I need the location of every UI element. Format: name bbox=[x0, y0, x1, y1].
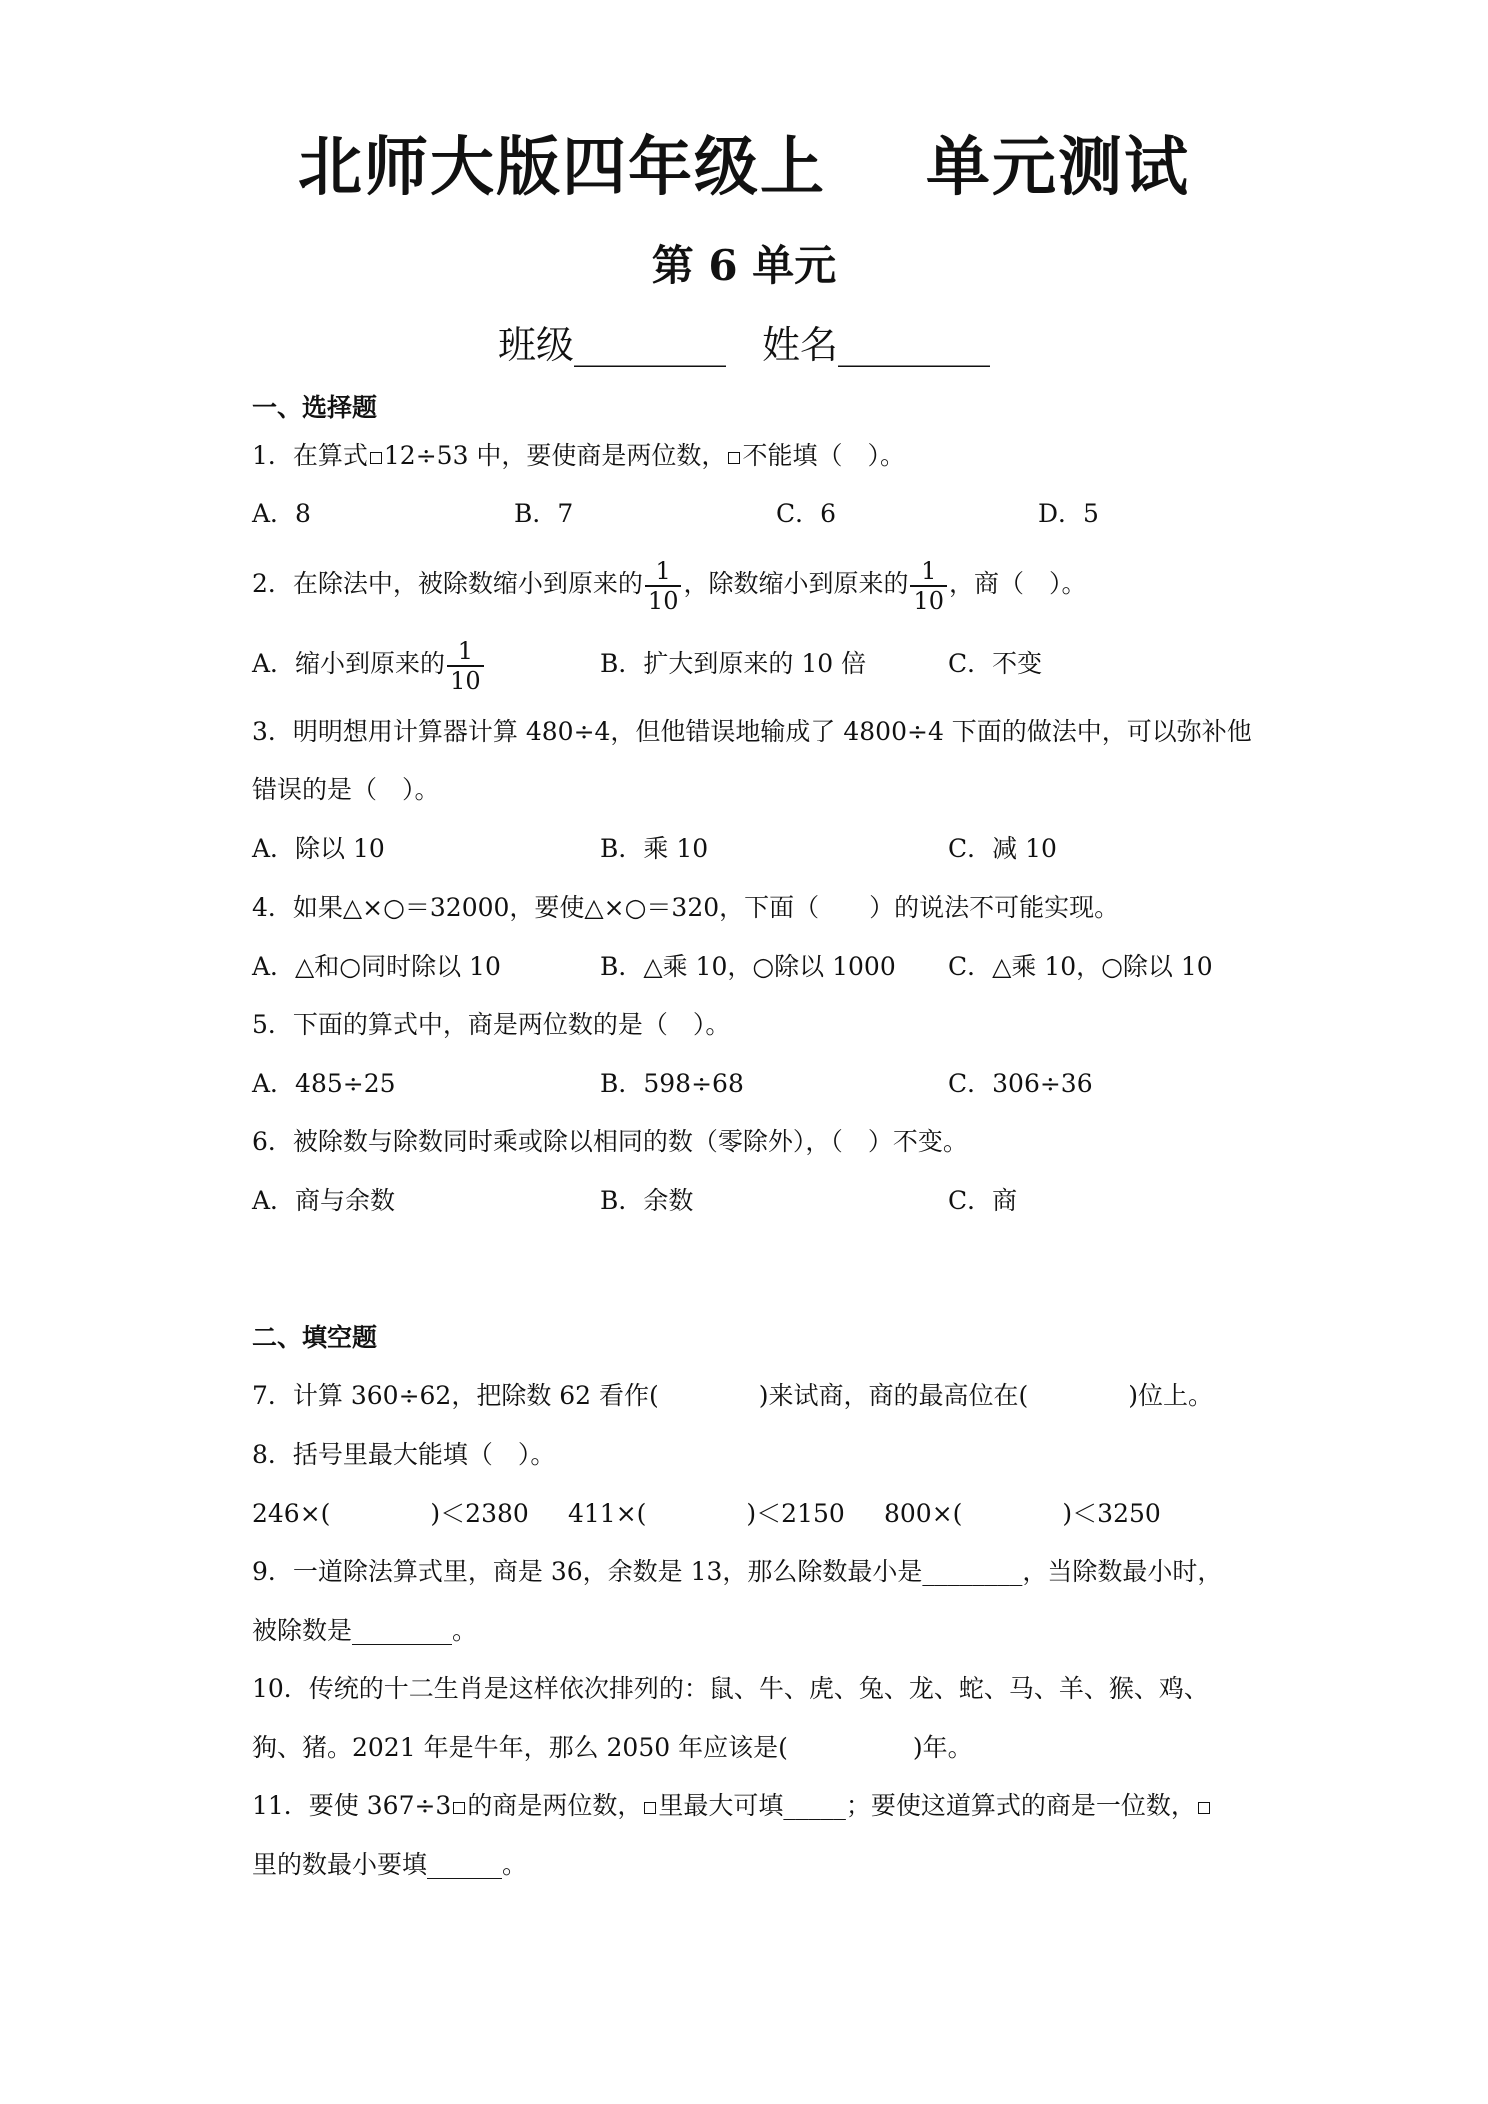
q4-option-b: B．△乘 10，○除以 1000 bbox=[600, 952, 896, 981]
question-5: 5．下面的算式中，商是两位数的是（ ）。 bbox=[252, 1010, 731, 1039]
q5-option-c: C．306÷36 bbox=[948, 1069, 1093, 1098]
fraction-denominator: 10 bbox=[913, 586, 945, 615]
page-title bbox=[0, 128, 1488, 208]
q2-text-a: 2．在除法中，被除数缩小到原来的 bbox=[252, 569, 643, 598]
question-10-line2: 狗、猪。2021 年是牛年，那么 2050 年应该是( )年。 bbox=[252, 1733, 973, 1762]
fraction-numerator: 1 bbox=[910, 557, 947, 587]
fraction-numerator: 1 bbox=[645, 557, 682, 587]
q1-option-a: A．8 bbox=[252, 499, 311, 528]
question-3-line1: 3．明明想用计算器计算 480÷4，但他错误地输成了 4800÷4 下面的做法中，可以弥补他 bbox=[252, 717, 1252, 746]
q3-option-b: B．乘 10 bbox=[600, 834, 709, 863]
blank-box-icon bbox=[370, 452, 382, 464]
class-field: 班级________ bbox=[497, 323, 726, 367]
q5-option-a: A．485÷25 bbox=[252, 1069, 396, 1098]
fraction-numerator: 1 bbox=[447, 637, 484, 667]
q2-option-a-text: A．缩小到原来的 bbox=[252, 649, 446, 678]
blank-box-icon bbox=[453, 1802, 465, 1814]
q2-option-c: C．不变 bbox=[948, 649, 1043, 678]
question-11-line2: 里的数最小要填______。 bbox=[252, 1850, 528, 1879]
q1-option-c: C．6 bbox=[776, 499, 837, 528]
title-right: 单元测试 bbox=[926, 131, 1190, 205]
question-1 bbox=[252, 438, 905, 474]
q11-text-c: 里最大可填_____；要使这道算式的商是一位数， bbox=[658, 1791, 1196, 1820]
q2-text-b: ，除数缩小到原来的 bbox=[683, 569, 909, 598]
name-field: 姓名________ bbox=[762, 323, 991, 367]
question-4: 4．如果△×○＝32000，要使△×○＝320，下面（ ）的说法不可能实现。 bbox=[252, 893, 1120, 922]
question-9-line1: 9．一道除法算式里，商是 36，余数是 13，那么除数最小是________，当除数最小时， bbox=[252, 1557, 1223, 1586]
q2-option-b: B．扩大到原来的 10 倍 bbox=[600, 649, 867, 678]
q11-text-b: 的商是两位数， bbox=[467, 1791, 643, 1820]
section-heading-fill: 二、填空题 bbox=[252, 1323, 378, 1352]
q6-option-b: B．余数 bbox=[600, 1186, 694, 1215]
fraction-denominator: 10 bbox=[450, 666, 481, 695]
q4-option-a: A．△和○同时除以 10 bbox=[252, 952, 501, 981]
fraction bbox=[910, 557, 947, 615]
unit-subtitle: 第 6 单元 bbox=[651, 241, 837, 290]
q1-option-d: D．5 bbox=[1038, 499, 1099, 528]
question-7: 7．计算 360÷62，把除数 62 看作( )来试商，商的最高位在( )位上。 bbox=[252, 1381, 1214, 1410]
q8-item-1: 246×( )＜2380 bbox=[252, 1499, 529, 1528]
q6-option-a: A．商与余数 bbox=[252, 1186, 396, 1215]
fraction-denominator: 10 bbox=[647, 586, 679, 615]
question-11-line1 bbox=[252, 1788, 1212, 1824]
q1-text-b: 12÷53 中，要使商是两位数， bbox=[383, 441, 727, 470]
blank-box-icon bbox=[644, 1802, 656, 1814]
q3-option-a: A．除以 10 bbox=[252, 834, 385, 863]
question-2 bbox=[252, 550, 1087, 618]
q5-option-b: B．598÷68 bbox=[600, 1069, 744, 1098]
q2-option-a bbox=[252, 630, 486, 698]
q1-text-c: 不能填（ ）。 bbox=[742, 441, 905, 470]
q8-item-2: 411×( )＜2150 bbox=[568, 1499, 845, 1528]
fraction bbox=[645, 557, 682, 615]
q3-option-c: C．减 10 bbox=[948, 834, 1057, 863]
question-6: 6．被除数与除数同时乘或除以相同的数（零除外），（ ）不变。 bbox=[252, 1127, 968, 1156]
q1-option-b: B．7 bbox=[514, 499, 574, 528]
class-name-line bbox=[0, 320, 1488, 370]
q2-text-c: ，商（ ）。 bbox=[949, 569, 1087, 598]
section-heading-choice: 一、选择题 bbox=[252, 393, 378, 422]
blank-box-icon bbox=[1198, 1802, 1210, 1814]
question-8: 8．括号里最大能填（ ）。 bbox=[252, 1440, 556, 1469]
q11-text-a: 11．要使 367÷3 bbox=[252, 1791, 452, 1820]
title-left: 北师大版四年级上 bbox=[298, 131, 826, 205]
q4-option-c: C．△乘 10，○除以 10 bbox=[948, 952, 1213, 981]
fraction bbox=[447, 637, 484, 695]
q6-option-c: C．商 bbox=[948, 1186, 1018, 1215]
q8-item-3: 800×( )＜3250 bbox=[884, 1499, 1161, 1528]
question-9-line2: 被除数是________。 bbox=[252, 1616, 478, 1645]
blank-box-icon bbox=[728, 452, 740, 464]
q1-text-a: 1．在算式 bbox=[252, 441, 368, 470]
question-3-line2: 错误的是（ ）。 bbox=[252, 775, 440, 804]
question-10-line1: 10．传统的十二生肖是这样依次排列的：鼠、牛、虎、兔、龙、蛇、马、羊、猴、鸡、 bbox=[252, 1674, 1209, 1703]
